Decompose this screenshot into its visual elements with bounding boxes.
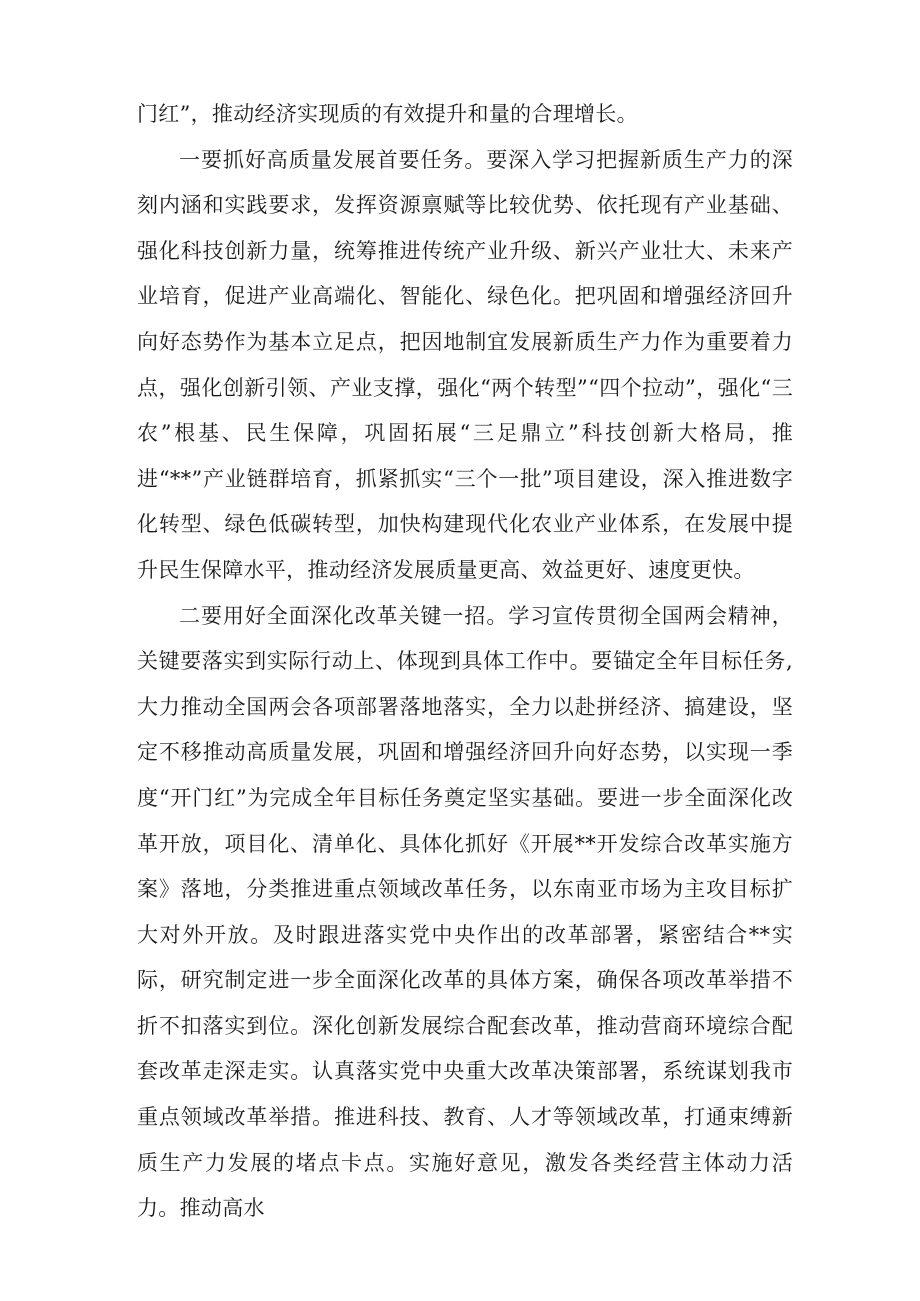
paragraph-continued: 门红”，推动经济实现质的有效提升和量的合理增长。 (137, 102, 638, 126)
paragraph-high-quality-development: 一要抓好高质量发展首要任务。要深入学习把握新质生产力的深刻内涵和实践要求，发挥资源禀赋等比较优势、依托现有产业基础、强化科技创新力量，统筹推进传统产业升级、新兴产业壮大、未来产业培育，促进产业高端化、智能化、绿色化。把巩固和增强经济回升向好态势作为基本立足点，把因地制宜发展新质生产力作为重要着力点，强化创新引领、产业支撑，强化“两个转型”“四个拉动”，强化“三农”根基、民生保障，巩固拓展“三足鼎立”科技创新大格局，推进“**”产业链群培育，抓紧抓实“三个一批”项目建设，深入推进数字化转型、绿色低碳转型，加快构建现代化农业产业体系，在发展中提升民生保障水平，推动经济发展质量更高、效益更好、速度更快。 (137, 147, 793, 582)
paragraph-deepen-reform: 二要用好全面深化改革关键一招。学习宣传贯彻全国两会精神，关键要落实到实际行动上、体现到具体工作中。要锚定全年目标任务,大力推动全国两会各项部署落地落实，全力以赴拼经济、搞建设，坚定不移推动高质量发展，巩固和增强经济回升向好态势，以实现一季度“开门红”为完成全年目标任务奠定坚实基础。要进一步全面深化改革开放，项目化、清单化、具体化抓好《开展**开发综合改革实施方案》落地，分类推进重点领域改革任务，以东南亚市场为主攻目标扩大对外开放。及时跟进落实党中央作出的改革部署，紧密结合**实际，研究制定进一步全面深化改革的具体方案，确保各项改革举措不折不扣落实到位。深化创新发展综合配套改革，推动营商环境综合配套改革走深走实。认真落实党中央重大改革决策部署，系统谋划我市重点领域改革举措。推进科技、教育、人才等领域改革，打通束缚新质生产力发展的堵点卡点。实施好意见，激发各类经营主体动力活力。推动高水 (137, 603, 793, 1221)
document-body (137, 92, 793, 1232)
